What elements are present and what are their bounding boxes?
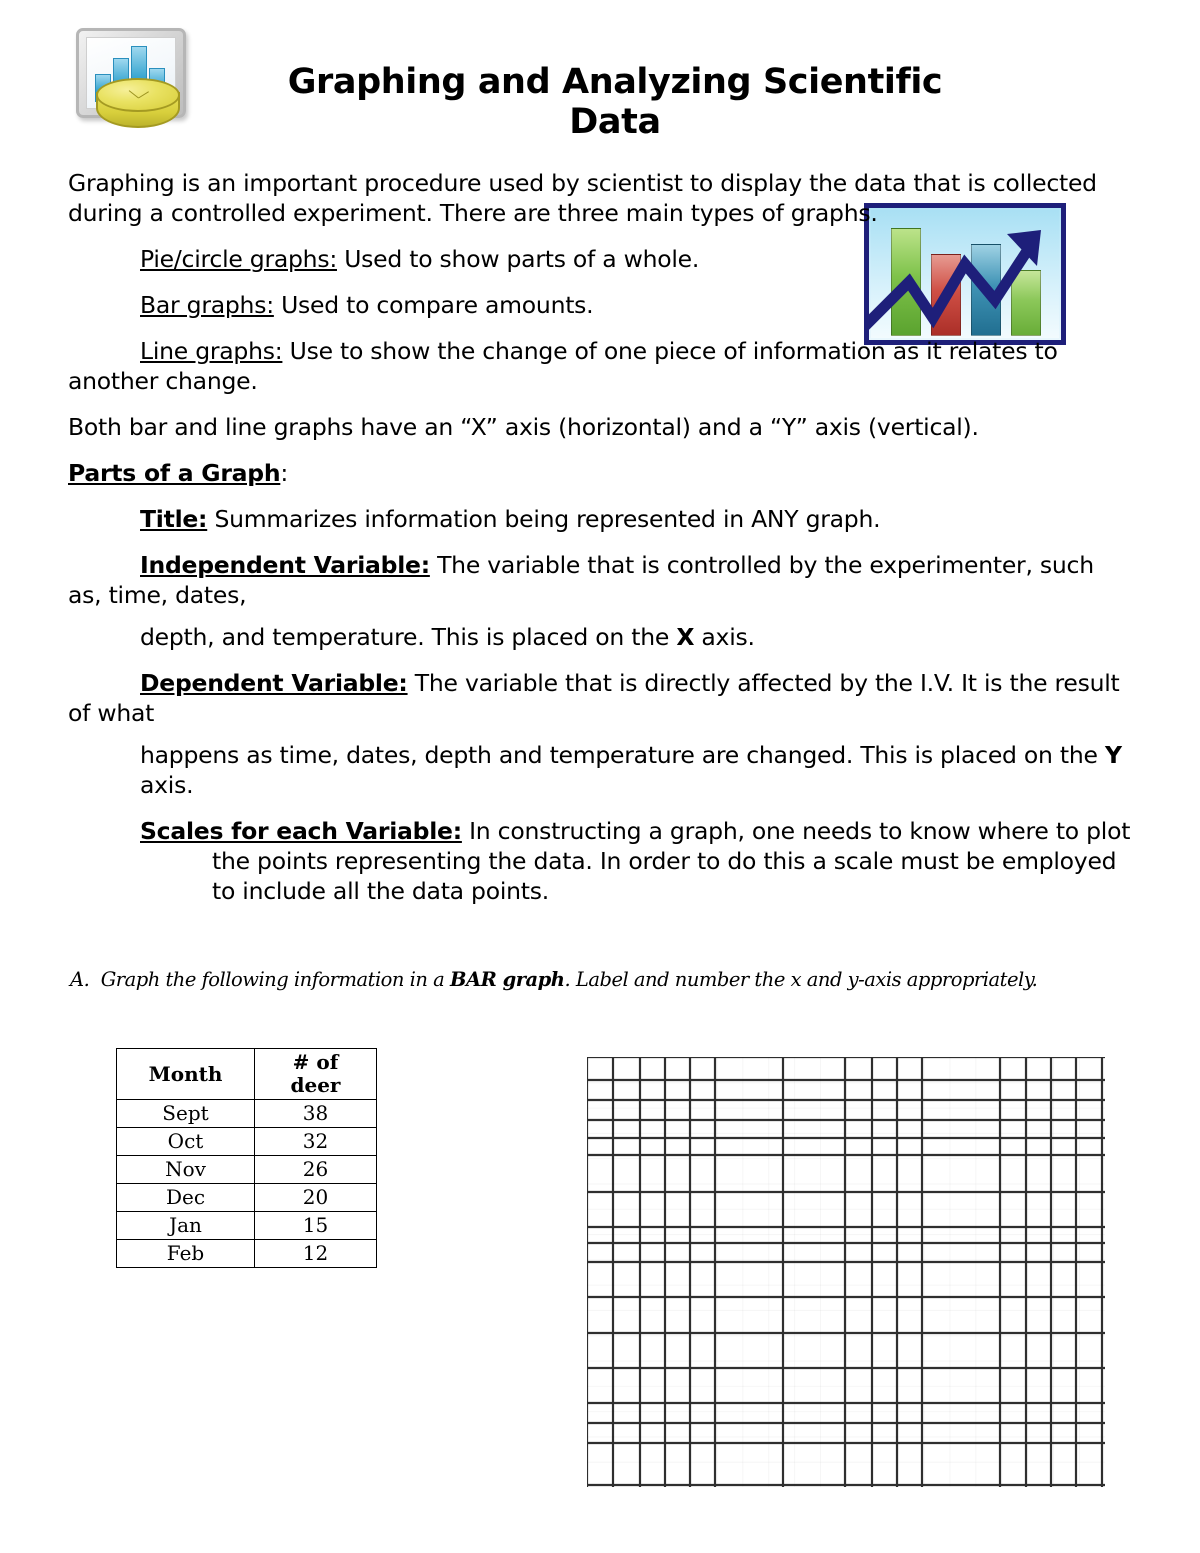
graph-faint-underlay	[587, 1057, 1105, 1487]
line-graphs-label: Line graphs:	[140, 337, 283, 365]
table-row	[117, 1128, 377, 1156]
cell-month: Sept	[117, 1100, 255, 1128]
table-row	[117, 1100, 377, 1128]
cell-month: Jan	[117, 1212, 255, 1240]
cell-month: Feb	[117, 1240, 255, 1268]
paragraph-line-graphs	[68, 336, 1132, 396]
table-row	[117, 1184, 377, 1212]
blank-graph-grid	[587, 1057, 1105, 1487]
dependent-variable-label: Dependent Variable:	[140, 669, 408, 697]
table-header-row	[117, 1049, 377, 1100]
table-row	[117, 1212, 377, 1240]
column-header-month: Month	[117, 1049, 255, 1100]
cell-month: Nov	[117, 1156, 255, 1184]
pie-graphs-label: Pie/circle graphs:	[140, 245, 337, 273]
bar-graphs-label: Bar graphs:	[140, 291, 274, 319]
bar-chart-pie-chart-icon	[68, 26, 208, 141]
paragraph-axes: Both bar and line graphs have an “X” axis (horizontal) and a “Y” axis (vertical).	[68, 413, 979, 441]
cell-month: Oct	[117, 1128, 255, 1156]
line-graphs-text: Use to show the change of one piece of information as it relates to another change.	[68, 337, 1058, 395]
question-a-text-1: Graph the following information in a	[100, 968, 451, 991]
paragraph-pie-graphs	[68, 244, 1132, 274]
document-body	[68, 168, 1132, 922]
scales-label: Scales for each Variable:	[140, 817, 462, 845]
cell-count: 38	[255, 1100, 377, 1128]
cell-month: Dec	[117, 1184, 255, 1212]
question-a-instruction	[70, 968, 1080, 991]
parts-of-graph-label: Parts of a Graph	[68, 459, 281, 487]
iv-x-axis-bold: X	[676, 623, 695, 651]
dv-y-axis-bold: Y	[1104, 741, 1122, 769]
pie-slice-divider	[129, 90, 139, 98]
paragraph-dependent-variable-cont	[68, 740, 1132, 800]
question-a-prefix: A.	[70, 968, 90, 991]
paragraph-bar-graphs	[68, 290, 1132, 320]
iv-cont-text: depth, and temperature. This is placed on the	[140, 623, 677, 651]
question-a-bold: BAR graph	[450, 968, 565, 991]
heading-parts-of-a-graph	[68, 458, 1132, 488]
pie-slice-divider	[138, 91, 149, 98]
independent-variable-text: The variable that is controlled by the experimenter, such as, time, dates,	[68, 551, 1094, 609]
paragraph-dependent-variable	[68, 668, 1132, 728]
scales-text: In constructing a graph, one needs to know where to plot the points representing the data. In order to do this a scale must be employed to include all the data points.	[212, 817, 1131, 905]
dependent-variable-text: The variable that is directly affected by the I.V. It is the result of what	[68, 669, 1120, 727]
column-header-deer-count: # of deer	[255, 1049, 377, 1100]
paragraph-scales	[68, 816, 1132, 906]
cell-count: 15	[255, 1212, 377, 1240]
pie-chart-coin-icon	[96, 78, 180, 136]
cell-count: 26	[255, 1156, 377, 1184]
title-part-label: Title:	[140, 505, 208, 533]
coin-top	[96, 78, 180, 112]
document-header	[0, 0, 1200, 150]
table-row	[117, 1156, 377, 1184]
dv-cont-text-end: axis.	[140, 771, 194, 799]
page-title: Graphing and Analyzing Scientific Data	[287, 62, 943, 142]
table-row	[117, 1240, 377, 1268]
pie-graphs-text: Used to show parts of a whole.	[336, 245, 700, 273]
question-a-text-2: . Label and number the x and y-axis appropriately.	[564, 968, 1038, 991]
paragraph-intro: Graphing is an important procedure used by scientist to display the data that is collected during a controlled experiment. There are three main types of graphs.	[68, 169, 1097, 227]
cell-count: 12	[255, 1240, 377, 1268]
cell-count: 20	[255, 1184, 377, 1212]
parts-of-graph-colon: :	[280, 459, 288, 487]
dv-cont-text: happens as time, dates, depth and temperature are changed. This is placed on the	[140, 741, 1105, 769]
iv-cont-text-end: axis.	[694, 623, 755, 651]
bar-graphs-text: Used to compare amounts.	[273, 291, 594, 319]
deer-data-table	[116, 1048, 377, 1268]
paragraph-independent-variable-cont	[68, 622, 1132, 652]
paragraph-independent-variable	[68, 550, 1132, 610]
cell-count: 32	[255, 1128, 377, 1156]
paragraph-title-part	[68, 504, 1132, 534]
independent-variable-label: Independent Variable:	[140, 551, 430, 579]
title-part-text: Summarizes information being represented in ANY graph.	[207, 505, 881, 533]
